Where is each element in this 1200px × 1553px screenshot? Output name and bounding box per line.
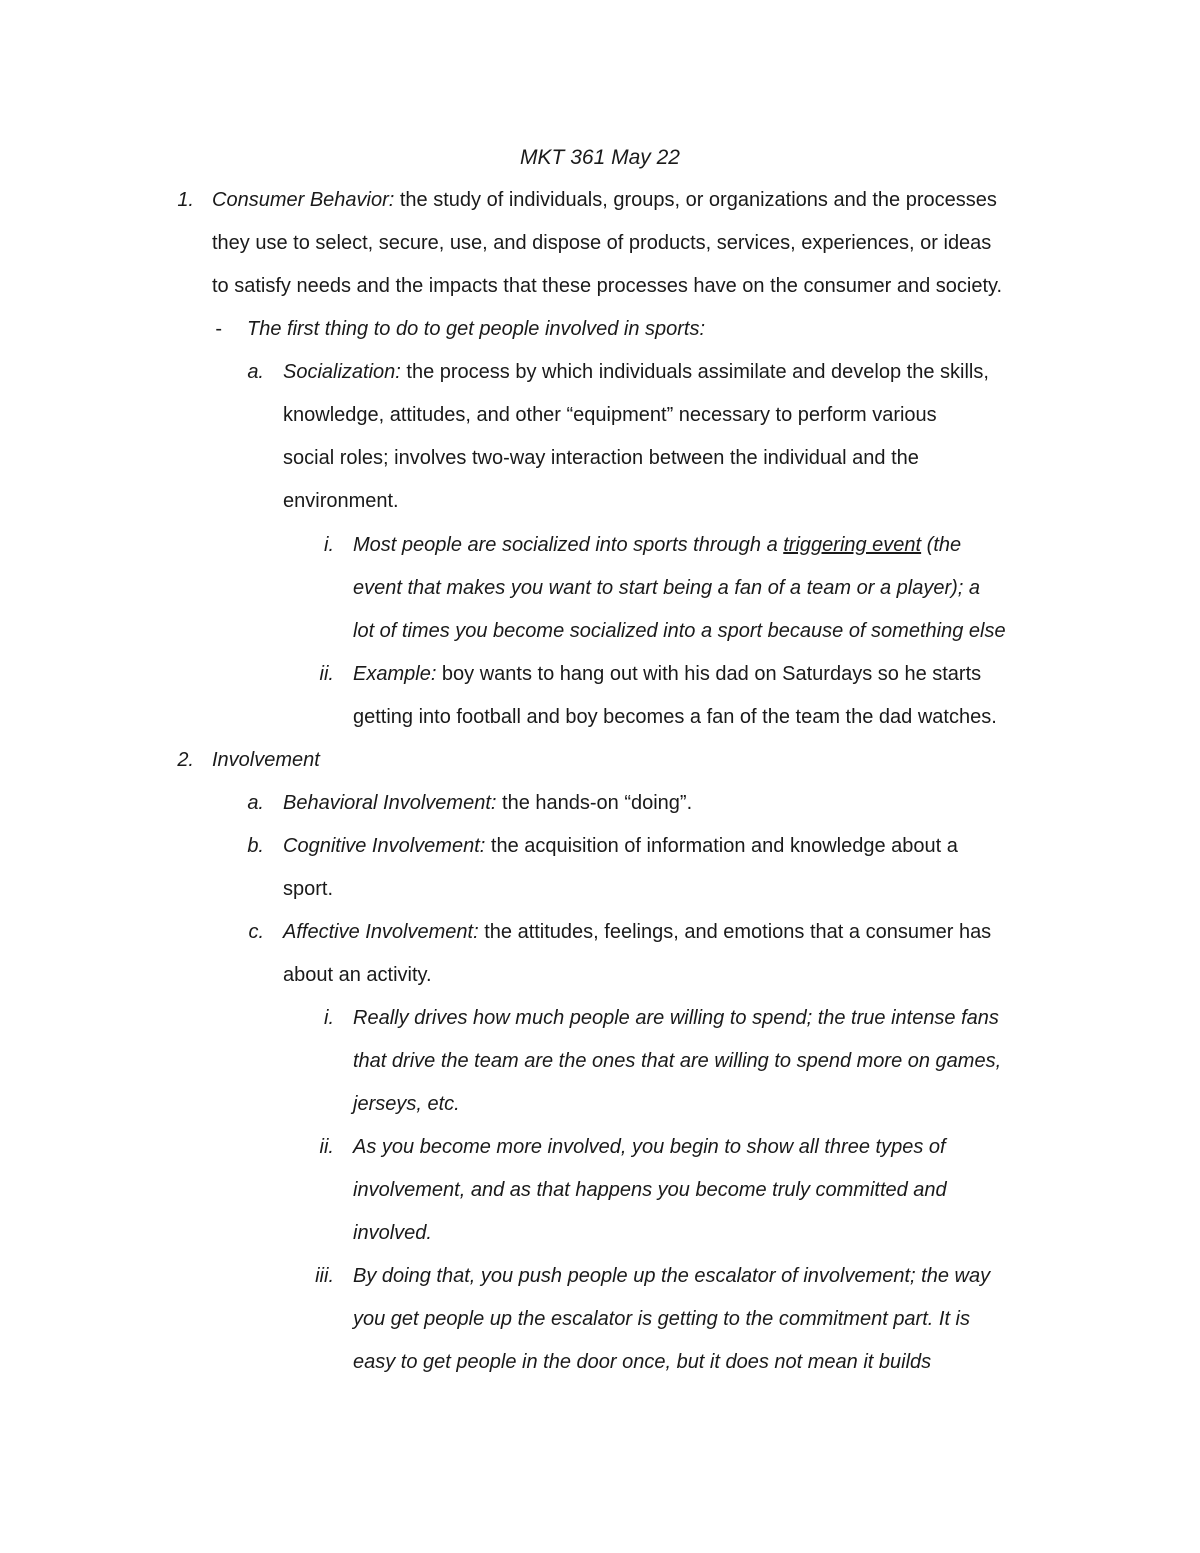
term: Socialization: [283, 361, 401, 383]
definition-text: the hands-on “doing”. [496, 792, 693, 814]
dash-marker: - [215, 318, 222, 340]
list-marker: i. [324, 1007, 334, 1029]
text-run: Most people are socialized into sports through a [353, 534, 784, 556]
list-item-line: knowledge, attitudes, and other “equipment” necessary to perform various [283, 404, 937, 426]
list-item-line: you get people up the escalator is getting to the commitment part. It is [353, 1308, 971, 1330]
list-item-line: By doing that, you push people up the escalator of involvement; the way [353, 1265, 991, 1287]
list-marker: b. [247, 835, 264, 857]
list-item-line: involved. [353, 1222, 432, 1244]
list-marker: i. [324, 534, 334, 556]
list-item-line [283, 832, 958, 860]
page-title: MKT 361 May 22 [520, 146, 680, 169]
list-item-line: social roles; involves two-way interaction between the individual and the [283, 447, 919, 469]
list-item-line: to satisfy needs and the impacts that these processes have on the consumer and society. [212, 275, 1003, 297]
term: Affective Involvement: [283, 921, 479, 943]
list-item-line: As you become more involved, you begin to show all three types of [353, 1136, 946, 1158]
definition-text: the process by which individuals assimilate and develop the skills, [400, 361, 989, 383]
list-item-line [283, 358, 989, 386]
list-marker: 1. [177, 189, 194, 211]
list-marker: a. [247, 792, 264, 814]
text-run: (the [921, 534, 962, 556]
list-item-line: they use to select, secure, use, and dispose of products, services, experiences, or ideas [212, 232, 992, 254]
definition-text: the study of individuals, groups, or organizations and the processes [394, 189, 997, 211]
list-item-line [283, 789, 692, 817]
list-marker: c. [248, 921, 264, 943]
list-item-line: event that makes you want to start being a fan of a team or a player); a [353, 577, 981, 599]
list-marker: ii. [319, 663, 334, 685]
list-item-line [353, 531, 961, 559]
section-heading: Involvement [212, 749, 320, 771]
term: Cognitive Involvement: [283, 835, 486, 857]
list-item-line: easy to get people in the door once, but it does not mean it builds [353, 1351, 932, 1373]
list-item-line: environment. [283, 490, 399, 512]
list-item-line: jerseys, etc. [353, 1093, 460, 1115]
list-item-line: lot of times you become socialized into a sport because of something else [353, 620, 1006, 642]
term: Consumer Behavior: [212, 189, 395, 211]
list-item-line: involvement, and as that happens you become truly committed and [353, 1179, 947, 1201]
list-marker: 2. [177, 749, 194, 771]
list-item-line: Really drives how much people are willing to spend; the true intense fans [353, 1007, 999, 1029]
list-item-line [283, 918, 991, 946]
definition-text: boy wants to hang out with his dad on Saturdays so he starts [436, 663, 982, 685]
list-marker: a. [247, 361, 264, 383]
list-item-line: The first thing to do to get people involved in sports: [247, 318, 706, 340]
list-marker: iii. [315, 1265, 334, 1287]
definition-text: the acquisition of information and knowledge about a [485, 835, 958, 857]
term: Behavioral Involvement: [283, 792, 497, 814]
underlined-term: triggering event [783, 534, 922, 556]
term: Example: [353, 663, 437, 685]
list-item-line: sport. [283, 878, 334, 900]
list-item-line [212, 186, 997, 214]
list-item-line: getting into football and boy becomes a fan of the team the dad watches. [353, 706, 997, 728]
definition-text: the attitudes, feelings, and emotions that a consumer has [478, 921, 992, 943]
list-item-line [353, 660, 981, 688]
list-item-line: that drive the team are the ones that are willing to spend more on games, [353, 1050, 1002, 1072]
list-item-line: about an activity. [283, 964, 432, 986]
list-marker: ii. [319, 1136, 334, 1158]
